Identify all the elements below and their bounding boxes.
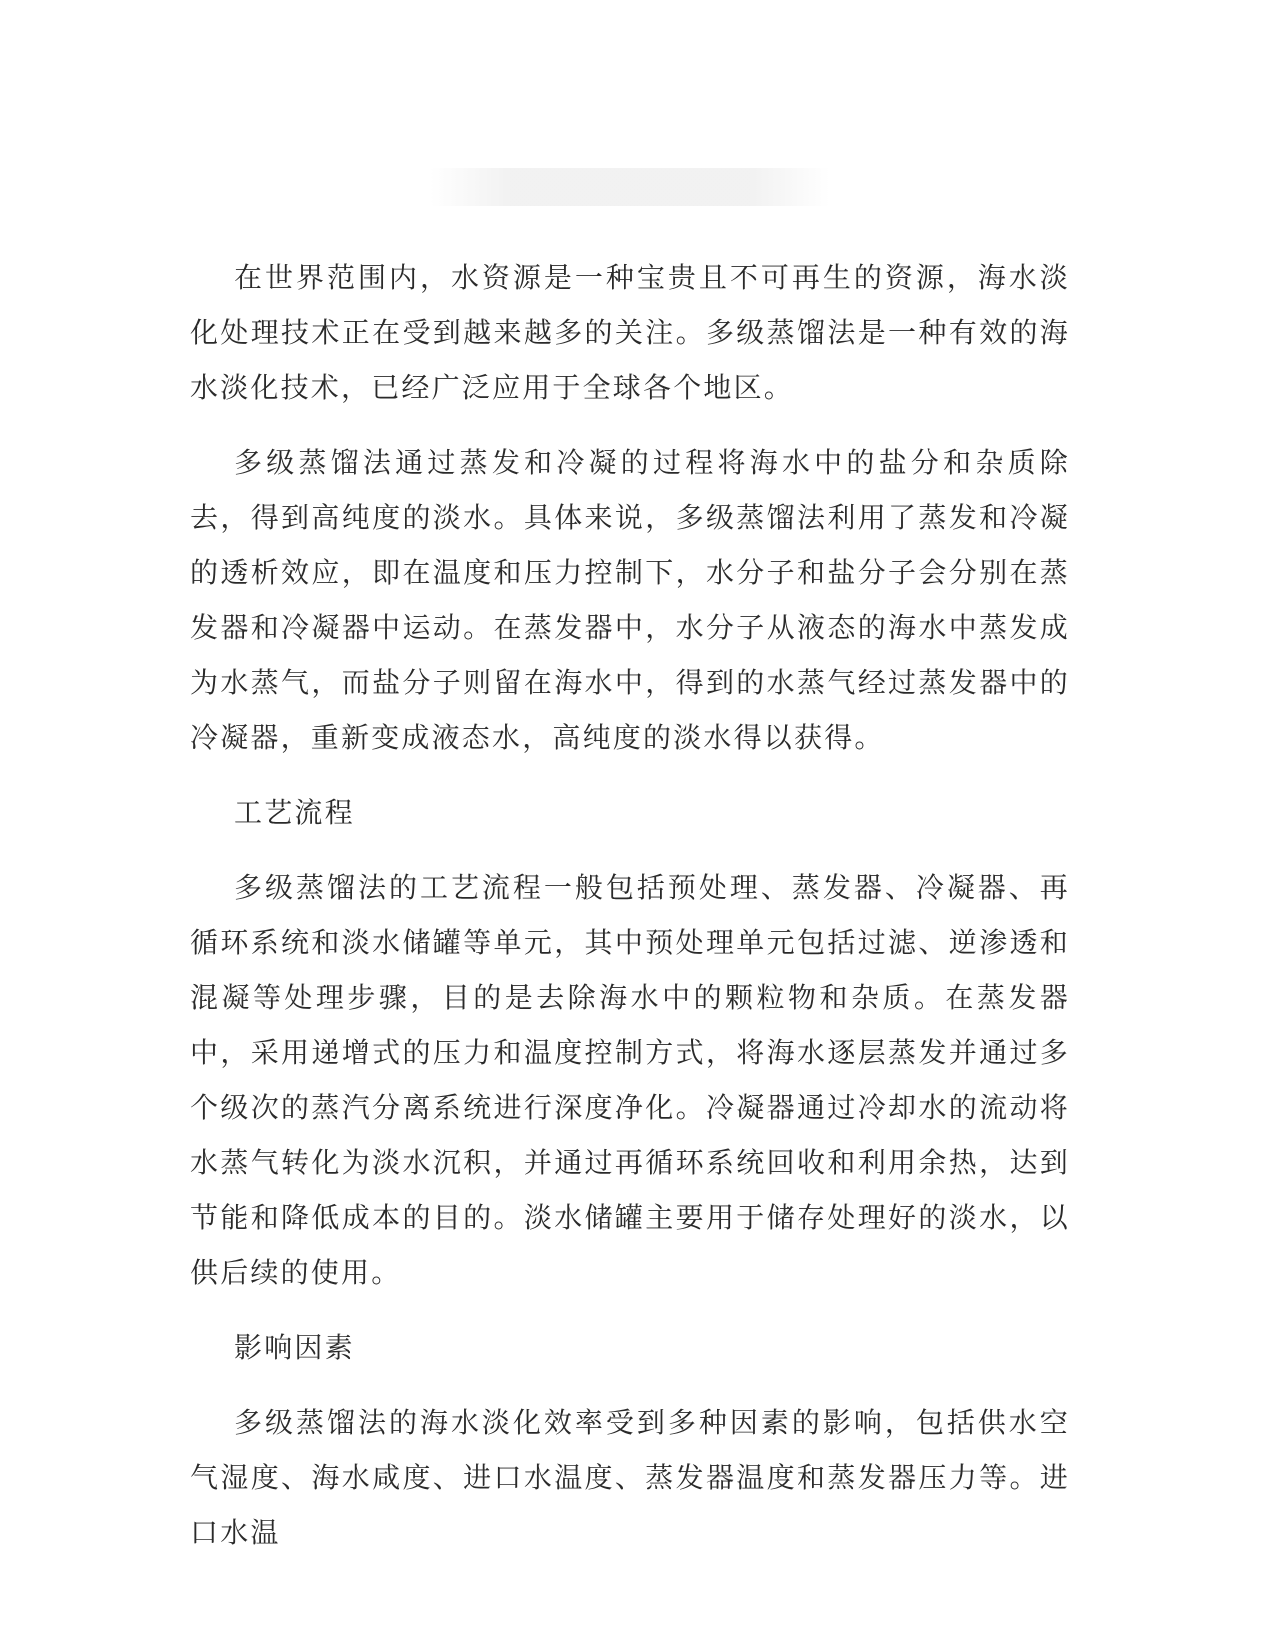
section-heading-factors: 影响因素	[234, 1331, 355, 1364]
section-heading-process: 工艺流程	[234, 796, 355, 829]
paragraph-principle: 多级蒸馏法通过蒸发和冷凝的过程将海水中的盐分和杂质除去，得到高纯度的淡水。具体来说，多级蒸馏法利用了蒸发和冷凝的透析效应，即在温度和压力控制下，水分子和盐分子会分别在蒸发器和冷凝器中运动。在蒸发器中，水分子从液态的海水中蒸发成为水蒸气，而盐分子则留在海水中，得到的水蒸气经过蒸发器中的冷凝器，重新变成液态水，高纯度的淡水得以获得。	[190, 446, 1070, 754]
paragraph-process: 多级蒸馏法的工艺流程一般包括预处理、蒸发器、冷凝器、再循环系统和淡水储罐等单元，其中预处理单元包括过滤、逆渗透和混凝等处理步骤，目的是去除海水中的颗粒物和杂质。在蒸发器中，采用递增式的压力和温度控制方式，将海水逐层蒸发并通过多个级次的蒸汽分离系统进行深度净化。冷凝器通过冷却水的流动将水蒸气转化为淡水沉积，并通过再循环系统回收和利用余热，达到节能和降低成本的目的。淡水储罐主要用于储存处理好的淡水，以供后续的使用。	[190, 871, 1070, 1289]
paragraph-intro: 在世界范围内，水资源是一种宝贵且不可再生的资源，海水淡化处理技术正在受到越来越多的关注。多级蒸馏法是一种有效的海水淡化技术，已经广泛应用于全球各个地区。	[190, 261, 1070, 404]
paragraph-factors: 多级蒸馏法的海水淡化效率受到多种因素的影响，包括供水空气湿度、海水咸度、进口水温度、蒸发器温度和蒸发器压力等。进口水温	[190, 1406, 1070, 1549]
document-body	[190, 250, 1070, 1580]
faint-header-band	[430, 168, 830, 206]
